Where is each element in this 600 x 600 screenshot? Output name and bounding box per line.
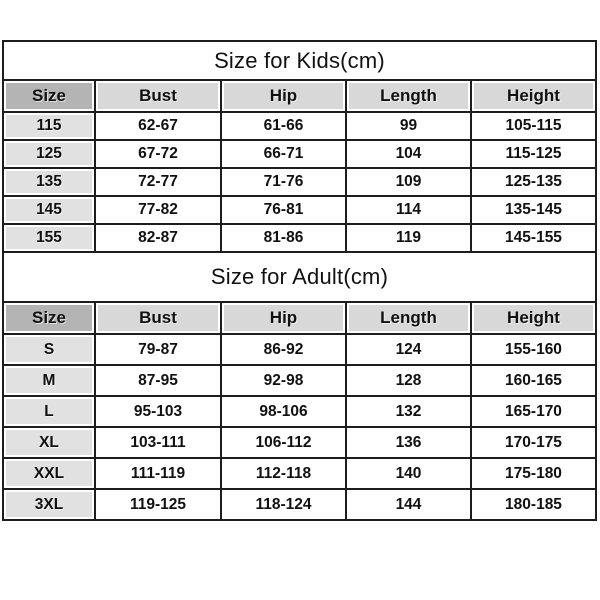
measurement-cell: 135-145 bbox=[471, 196, 596, 224]
size-label-cell: 155 bbox=[3, 224, 95, 252]
measurement-cell: 77-82 bbox=[95, 196, 221, 224]
table-row bbox=[3, 252, 596, 302]
adult-table-title: Size for Adult(cm) bbox=[3, 252, 596, 302]
size-label-cell: 145 bbox=[3, 196, 95, 224]
table-row bbox=[3, 112, 596, 140]
measurement-cell: 105-115 bbox=[471, 112, 596, 140]
size-label-cell: 125 bbox=[3, 140, 95, 168]
measurement-cell: 99 bbox=[346, 112, 471, 140]
measurement-cell: 109 bbox=[346, 168, 471, 196]
measurement-cell: 79-87 bbox=[95, 334, 221, 365]
table-row bbox=[3, 41, 596, 80]
measurement-cell: 128 bbox=[346, 365, 471, 396]
measurement-cell: 160-165 bbox=[471, 365, 596, 396]
measurement-cell: 92-98 bbox=[221, 365, 346, 396]
measurement-cell: 106-112 bbox=[221, 427, 346, 458]
measurement-cell: 86-92 bbox=[221, 334, 346, 365]
table-row bbox=[3, 80, 596, 112]
size-label-cell: M bbox=[3, 365, 95, 396]
measurement-cell: 118-124 bbox=[221, 489, 346, 520]
table-row bbox=[3, 458, 596, 489]
measurement-cell: 175-180 bbox=[471, 458, 596, 489]
measurement-cell: 98-106 bbox=[221, 396, 346, 427]
column-header-hip: Hip bbox=[221, 80, 346, 112]
measurement-cell: 165-170 bbox=[471, 396, 596, 427]
measurement-cell: 180-185 bbox=[471, 489, 596, 520]
column-header-height: Height bbox=[471, 302, 596, 334]
column-header-size: Size bbox=[3, 302, 95, 334]
table-row bbox=[3, 168, 596, 196]
measurement-cell: 87-95 bbox=[95, 365, 221, 396]
measurement-cell: 72-77 bbox=[95, 168, 221, 196]
measurement-cell: 170-175 bbox=[471, 427, 596, 458]
size-chart-table bbox=[2, 40, 597, 521]
measurement-cell: 144 bbox=[346, 489, 471, 520]
measurement-cell: 66-71 bbox=[221, 140, 346, 168]
measurement-cell: 125-135 bbox=[471, 168, 596, 196]
measurement-cell: 119-125 bbox=[95, 489, 221, 520]
table-row bbox=[3, 489, 596, 520]
table-row bbox=[3, 224, 596, 252]
measurement-cell: 95-103 bbox=[95, 396, 221, 427]
size-label-cell: 3XL bbox=[3, 489, 95, 520]
measurement-cell: 132 bbox=[346, 396, 471, 427]
size-label-cell: 115 bbox=[3, 112, 95, 140]
measurement-cell: 82-87 bbox=[95, 224, 221, 252]
table-row bbox=[3, 396, 596, 427]
measurement-cell: 111-119 bbox=[95, 458, 221, 489]
table-row bbox=[3, 334, 596, 365]
measurement-cell: 115-125 bbox=[471, 140, 596, 168]
column-header-length: Length bbox=[346, 80, 471, 112]
measurement-cell: 104 bbox=[346, 140, 471, 168]
size-label-cell: XL bbox=[3, 427, 95, 458]
measurement-cell: 76-81 bbox=[221, 196, 346, 224]
column-header-bust: Bust bbox=[95, 80, 221, 112]
column-header-height: Height bbox=[471, 80, 596, 112]
measurement-cell: 67-72 bbox=[95, 140, 221, 168]
size-label-cell: L bbox=[3, 396, 95, 427]
measurement-cell: 81-86 bbox=[221, 224, 346, 252]
measurement-cell: 124 bbox=[346, 334, 471, 365]
table-row bbox=[3, 302, 596, 334]
kids-table-title: Size for Kids(cm) bbox=[3, 41, 596, 80]
column-header-bust: Bust bbox=[95, 302, 221, 334]
table-row bbox=[3, 427, 596, 458]
size-label-cell: S bbox=[3, 334, 95, 365]
measurement-cell: 112-118 bbox=[221, 458, 346, 489]
measurement-cell: 61-66 bbox=[221, 112, 346, 140]
size-chart-container bbox=[2, 40, 595, 521]
size-label-cell: 135 bbox=[3, 168, 95, 196]
measurement-cell: 119 bbox=[346, 224, 471, 252]
measurement-cell: 140 bbox=[346, 458, 471, 489]
column-header-length: Length bbox=[346, 302, 471, 334]
table-row bbox=[3, 365, 596, 396]
measurement-cell: 71-76 bbox=[221, 168, 346, 196]
table-row bbox=[3, 196, 596, 224]
table-row bbox=[3, 140, 596, 168]
measurement-cell: 103-111 bbox=[95, 427, 221, 458]
measurement-cell: 114 bbox=[346, 196, 471, 224]
measurement-cell: 136 bbox=[346, 427, 471, 458]
measurement-cell: 62-67 bbox=[95, 112, 221, 140]
measurement-cell: 155-160 bbox=[471, 334, 596, 365]
column-header-size: Size bbox=[3, 80, 95, 112]
size-label-cell: XXL bbox=[3, 458, 95, 489]
column-header-hip: Hip bbox=[221, 302, 346, 334]
measurement-cell: 145-155 bbox=[471, 224, 596, 252]
